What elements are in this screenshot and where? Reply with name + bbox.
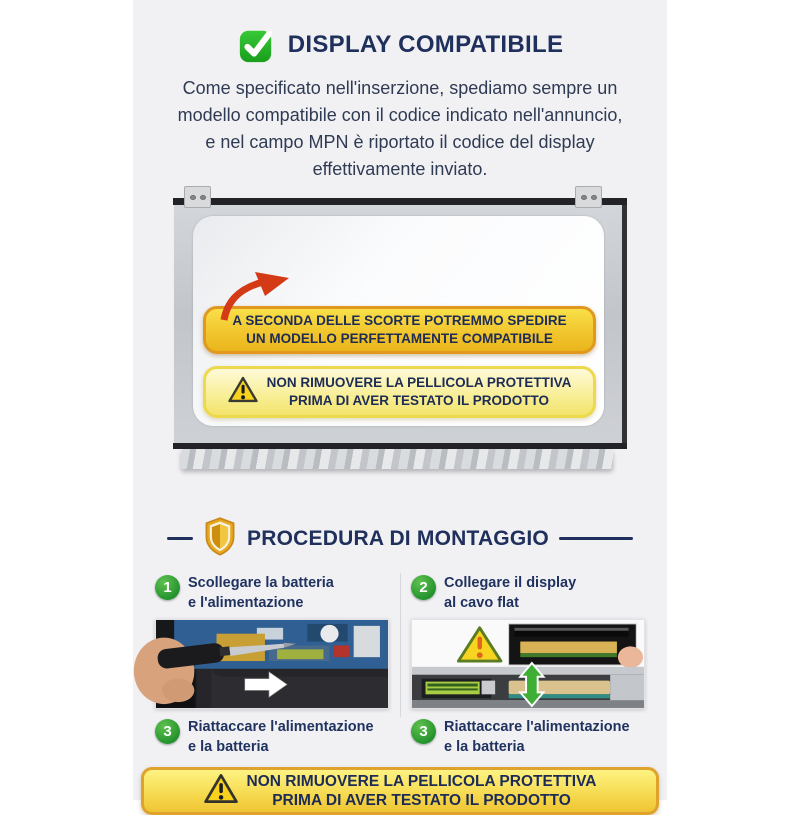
step-text: [188, 717, 374, 757]
step-item-3-left: [155, 717, 389, 757]
step-item-2: [411, 573, 645, 613]
header-title-row: [133, 26, 667, 64]
footer-warning-line: NON RIMUOVERE LA PELLICOLA PROTETTIVA: [246, 773, 597, 790]
intro-line: e nel campo MPN è riportato il codice del display: [205, 132, 595, 152]
mounting-bracket-left: [184, 186, 211, 208]
intro-line: Come specificato nell'inserzione, spediamo sempre un: [182, 78, 618, 98]
content-column: [133, 0, 667, 809]
warning-triangle-icon: [228, 376, 258, 408]
mounting-bracket-right: [575, 186, 602, 208]
step-text-line: e la batteria: [444, 739, 525, 755]
film-warning-line: NON RIMUOVERE LA PELLICOLA PROTETTIVA: [266, 375, 572, 390]
intro-text: [133, 75, 667, 183]
panel-top-bar: [173, 198, 627, 205]
panel-foil-strip: [181, 449, 613, 469]
intro-line: effettivamente inviato.: [312, 159, 488, 179]
step-text-line: Riattaccare l'alimentazione: [444, 719, 630, 735]
step-number-badge: 3: [155, 719, 180, 744]
intro-line: modello compatibile con il codice indicato nell'annuncio,: [177, 105, 623, 125]
step-text: [444, 573, 576, 613]
stock-warning-line: UN MODELLO PERFETTAMENTE COMPATIBILE: [246, 331, 553, 346]
page-title: DISPLAY COMPATIBILE: [287, 31, 564, 58]
stock-warning-line: A SECONDA DELLE SCORTE POTREMMO SPEDIRE: [232, 313, 567, 328]
step-number-badge: 2: [411, 575, 436, 600]
step-item-3-right: [411, 717, 645, 757]
step-text-line: e l'alimentazione: [188, 595, 304, 611]
step-item-1: [155, 573, 389, 613]
laptop-panel-figure: [173, 186, 627, 472]
warning-triangle-icon: [204, 773, 238, 809]
step-text: [444, 717, 630, 757]
steps-column-right: [411, 571, 645, 763]
step-text-line: al cavo flat: [444, 595, 519, 611]
procedure-heading: [133, 516, 667, 561]
photo-disconnect-battery: [155, 619, 389, 709]
connector-inset-photo: [509, 624, 643, 668]
step-number-badge: 3: [411, 719, 436, 744]
step-number-badge: 1: [155, 575, 180, 600]
step-text-line: Collegare il display: [444, 575, 577, 591]
steps-grid: [155, 571, 645, 763]
step-text-line: Riattaccare l'alimentazione: [188, 719, 374, 735]
curved-arrow-icon: [217, 270, 293, 322]
film-warning-line: PRIMA DI AVER TESTATO IL PRODOTTO: [288, 393, 549, 408]
footer-warning-line: PRIMA DI AVER TESTATO IL PRODOTTO: [272, 792, 571, 809]
shield-icon: [203, 516, 237, 561]
footer-warning-banner: [141, 767, 659, 815]
step-text-line: Scollegare la batteria: [188, 575, 334, 591]
steps-column-left: [155, 571, 389, 763]
heading-rule-right: [559, 537, 633, 540]
film-warning-label: [203, 366, 596, 418]
procedure-title: PROCEDURA DI MONTAGGIO: [247, 526, 549, 550]
heading-rule-left: [167, 537, 193, 540]
step-text-line: e la batteria: [188, 739, 269, 755]
step-text: [188, 573, 334, 613]
photo-connect-display: [411, 619, 645, 709]
check-icon: [237, 26, 275, 64]
header: [133, 0, 667, 183]
